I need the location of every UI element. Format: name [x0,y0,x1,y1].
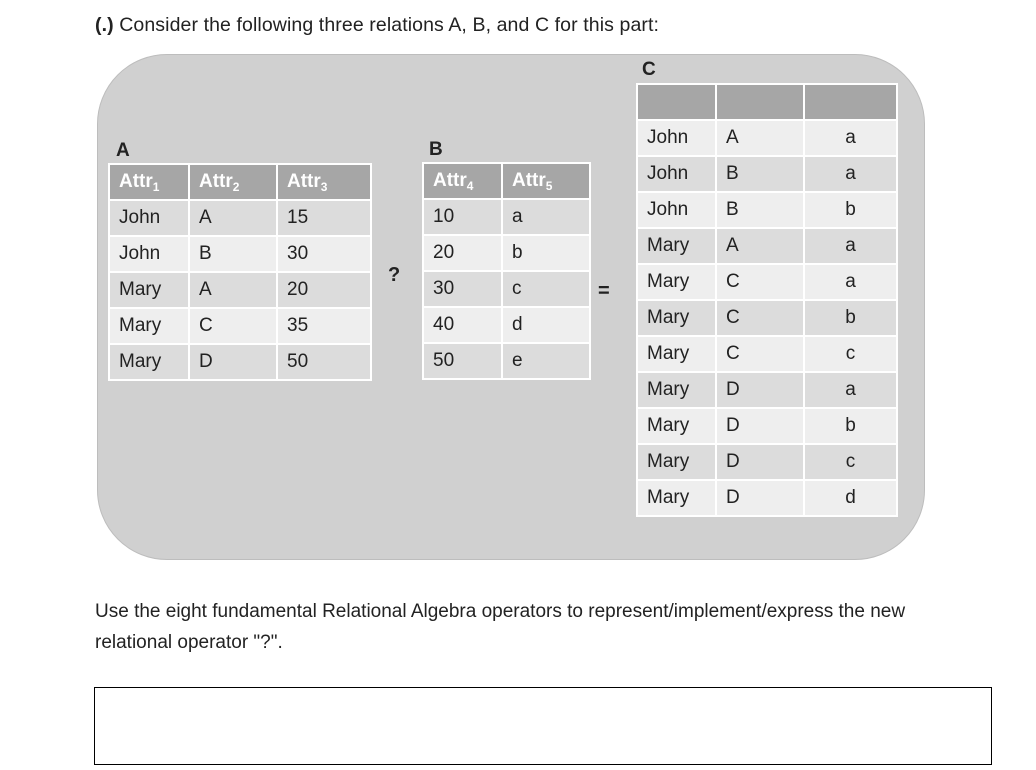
cell: A [189,200,277,236]
cell: 20 [277,272,371,308]
header-cell [716,84,804,120]
cell: c [804,444,897,480]
cell: Mary [637,264,716,300]
cell: John [637,156,716,192]
question-body: Consider the following three relations A, B, and C for this part: [113,14,660,36]
table-row [637,120,897,156]
cell: C [716,336,804,372]
table-row [637,480,897,516]
header-cell: Attr$_5$ [502,163,590,199]
instruction-text: Use the eight fundamental Relational Algebra operators to represent/implement/express the new relational operator "?". [95,601,906,653]
cell: B [716,192,804,228]
cell: 15 [277,200,371,236]
cell: D [716,372,804,408]
table-row [637,192,897,228]
cell: b [804,300,897,336]
cell: e [502,343,590,379]
cell: A [716,120,804,156]
table-row [637,228,897,264]
cell: John [109,200,189,236]
table-row [109,272,371,308]
cell: a [804,264,897,300]
table-row [423,307,590,343]
cell: b [804,408,897,444]
header-cell [804,84,897,120]
cell: B [189,236,277,272]
cell: 35 [277,308,371,344]
cell: 20 [423,235,502,271]
cell: Mary [637,300,716,336]
relation-a-table [108,163,372,381]
table-row [637,444,897,480]
cell: 50 [423,343,502,379]
table-row [109,236,371,272]
relation-b-label: B [429,139,443,160]
cell: Mary [637,444,716,480]
relation-a-label: A [116,140,130,161]
cell: C [716,264,804,300]
cell: Mary [637,408,716,444]
cell: Mary [637,480,716,516]
unknown-operator: ? [388,264,401,286]
header-cell: Attr$_2$ [189,164,277,200]
cell: A [189,272,277,308]
header-cell [637,84,716,120]
table-row [423,271,590,307]
cell: b [804,192,897,228]
cell: A [716,228,804,264]
table-row [109,344,371,380]
table-header-row [637,84,897,120]
table-row [637,336,897,372]
equals-sign: = [598,280,610,302]
header-cell: Attr$_3$ [277,164,371,200]
cell: 30 [423,271,502,307]
header-cell: Attr$_1$ [109,164,189,200]
table-row [109,200,371,236]
cell: d [804,480,897,516]
question-text [95,14,659,37]
cell: 30 [277,236,371,272]
table-header-row [423,163,590,199]
cell: a [804,372,897,408]
cell: Mary [637,336,716,372]
cell: C [189,308,277,344]
cell: C [716,300,804,336]
cell: John [637,120,716,156]
cell: B [716,156,804,192]
cell: Mary [109,344,189,380]
cell: c [804,336,897,372]
cell: a [502,199,590,235]
cell: Mary [109,272,189,308]
cell: D [716,444,804,480]
table-row [637,156,897,192]
cell: D [189,344,277,380]
cell: John [109,236,189,272]
question-number: (.) [95,14,114,36]
relation-b-table [422,162,591,380]
table-row [637,372,897,408]
cell: 10 [423,199,502,235]
table-header-row [109,164,371,200]
table-row [109,308,371,344]
cell: D [716,408,804,444]
cell: a [804,228,897,264]
relation-c-table [636,83,898,517]
answer-box[interactable] [94,687,992,765]
cell: D [716,480,804,516]
cell: Mary [109,308,189,344]
cell: d [502,307,590,343]
table-row [637,408,897,444]
cell: Mary [637,372,716,408]
cell: a [804,156,897,192]
cell: John [637,192,716,228]
table-row [423,343,590,379]
cell: Mary [637,228,716,264]
table-row [637,264,897,300]
cell: 40 [423,307,502,343]
cell: a [804,120,897,156]
cell: b [502,235,590,271]
header-cell: Attr$_4$ [423,163,502,199]
table-row [423,235,590,271]
relation-c-label: C [642,59,656,80]
table-row [637,300,897,336]
cell: c [502,271,590,307]
table-row [423,199,590,235]
cell: 50 [277,344,371,380]
